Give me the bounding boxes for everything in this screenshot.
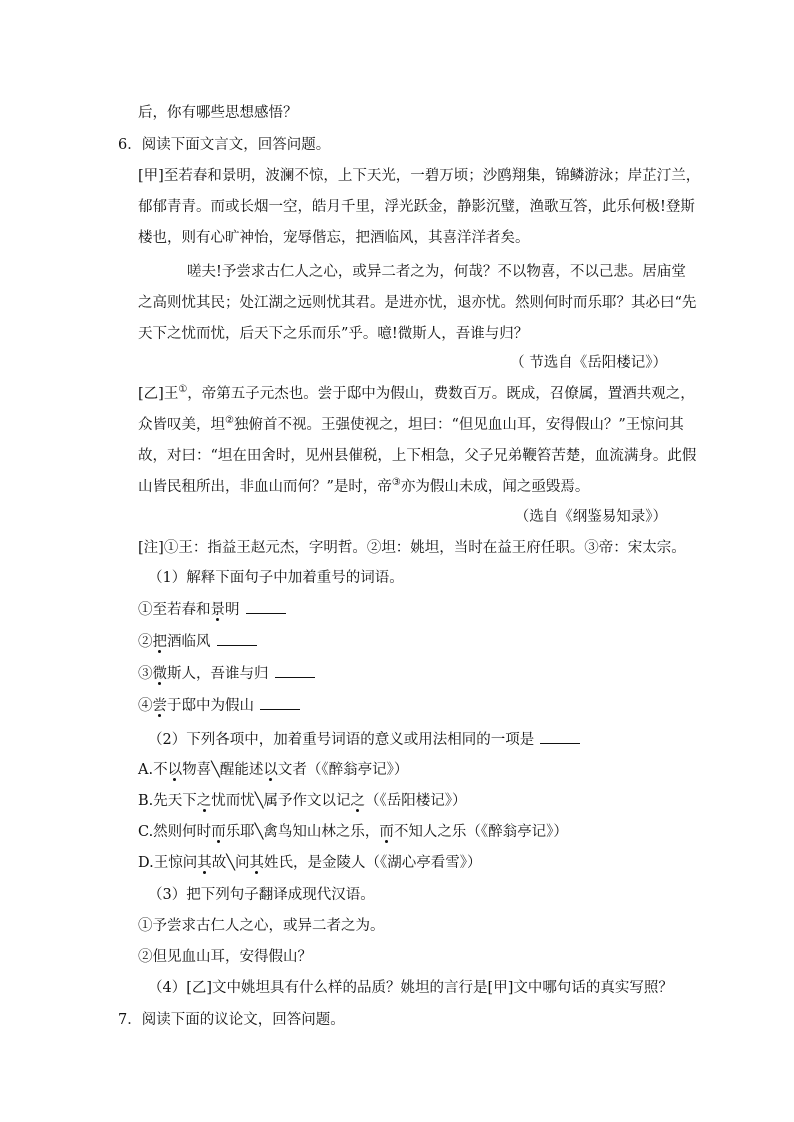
- text: 物喜╲醒能述: [182, 762, 264, 778]
- text: 天下之忧而忧，后天下之乐而乐”乎。噫!微斯人，吾谁与归？: [138, 326, 529, 342]
- emphasized-word: 以: [167, 762, 183, 778]
- text: 酒临风: [167, 634, 211, 650]
- text: 斯人，吾谁与归: [167, 666, 269, 682]
- text: [注]①王：指益王赵元杰，字明哲。②坦：姚坦，当时在益王府任职。③帝：宋太宗。: [138, 540, 686, 556]
- text: 之高则忧其民；处江湖之远则忧其君。是进亦忧，退亦忧。然则何时而乐耶？其必曰“先: [138, 295, 697, 311]
- sub-question-4: [148, 978, 673, 998]
- text: D.王惊问: [138, 855, 198, 871]
- annotation-note: [138, 538, 686, 558]
- item-1: [138, 599, 286, 620]
- text: （3）把下列句子翻译成现代汉语。: [148, 887, 375, 903]
- translation-item: [138, 916, 385, 936]
- option-b: [138, 791, 467, 811]
- text: ③: [138, 666, 153, 682]
- text: （4）[乙]文中姚坦具有什么样的品质？姚坦的言行是[甲]文中哪句话的真实写照？: [148, 980, 673, 996]
- item-4: [138, 695, 300, 716]
- emphasized-word: 其: [197, 855, 212, 871]
- passage-jia-line: [138, 166, 700, 186]
- answer-blank[interactable]: [540, 729, 580, 744]
- item-3: [138, 663, 315, 684]
- text: 忧而忧╲属予作文以记: [211, 793, 351, 809]
- text-line: [138, 103, 298, 123]
- text: ，帝第五子元杰也。尝于邸中为假山，费数百万。既成，召僚属，置酒共观之，: [187, 386, 695, 402]
- answer-blank[interactable]: [275, 663, 315, 678]
- source-citation: [515, 507, 667, 527]
- text: 嗟夫!予尝求古仁人之心，或异二者之为，何哉？不以物喜，不以己悲。居庙堂: [187, 264, 686, 280]
- text: 文者（《醉翁亭记》）: [277, 762, 409, 778]
- text: 7．阅读下面的议论文，回答问题。: [118, 1012, 345, 1028]
- text: 独俯首不视。王强使视之，坦曰：“但见血山耳，安得假山？”王惊问其: [233, 417, 684, 433]
- question-7-heading: [118, 1010, 345, 1030]
- text: 郁郁青青。而或长烟一空，皓月千里，浮光跃金，静影沉璧，渔歌互答，此乐何极!登斯: [138, 199, 695, 215]
- text: （1）解释下面句子中加着重号的词语。: [148, 570, 404, 586]
- emphasized-word: 把: [152, 634, 167, 650]
- emphasized-word: 而: [211, 824, 226, 840]
- emphasized-word: 而: [379, 824, 394, 840]
- text: ②但见血山耳，安得假山？: [138, 949, 312, 965]
- passage-yi-line: [138, 384, 695, 404]
- passage-yi-line: [138, 477, 589, 497]
- text: B.先天下: [138, 793, 197, 809]
- text: 众皆叹美，坦: [138, 417, 225, 433]
- option-a: [138, 760, 408, 780]
- note-marker: ②: [225, 415, 234, 427]
- passage-yi-line: [138, 446, 696, 466]
- emphasized-word: 之: [196, 793, 212, 809]
- passage-jia-line: [138, 197, 695, 217]
- text: 后，你有哪些思想感悟？: [138, 105, 298, 121]
- text: C.然则何时: [138, 824, 212, 840]
- emphasized-word: 以: [263, 762, 278, 778]
- text: 故╲问: [211, 855, 250, 871]
- passage-jia-line: [138, 324, 528, 344]
- text: 山皆民租所出，非血山而何？”是时，帝: [138, 479, 392, 495]
- passage-yi-line: [138, 415, 684, 435]
- question-6-heading: [118, 135, 330, 155]
- text: ①至若春和: [138, 602, 211, 618]
- text: 楼也，则有心旷神怡，宠辱偕忘，把酒临风，其喜洋洋者矣。: [138, 230, 530, 246]
- sub-question-2: [148, 729, 580, 750]
- text: 故，对曰：“坦在田舍时，见州县催税，上下相急，父子兄弟鞭笞苦楚，血流满身。此假: [138, 448, 697, 464]
- source-citation: [510, 353, 667, 373]
- text: 6．阅读下面文言文，回答问题。: [118, 137, 331, 153]
- text: 乐耶╲禽鸟知山林之乐，: [225, 824, 380, 840]
- text: A.不: [138, 762, 168, 778]
- answer-blank[interactable]: [246, 599, 286, 614]
- emphasized-word: 景: [210, 602, 225, 618]
- option-c: [138, 822, 568, 842]
- text: 明: [225, 602, 240, 618]
- text: 于邸中为假山: [167, 698, 254, 714]
- text: （ 节选自《岳阳楼记》）: [510, 355, 667, 371]
- answer-blank[interactable]: [217, 631, 257, 646]
- sub-question-1: [148, 568, 404, 588]
- passage-jia-line: [138, 228, 530, 248]
- emphasized-word: 尝: [152, 698, 167, 714]
- passage-jia-line: [138, 293, 696, 313]
- emphasized-word: 之: [350, 793, 365, 809]
- emphasized-word: 其: [249, 855, 264, 871]
- item-2: [138, 631, 257, 652]
- passage-jia-line: [187, 262, 686, 282]
- text: （2）下列各项中，加着重号词语的意义或用法相同的一项是: [148, 732, 535, 748]
- text: ②: [138, 634, 153, 650]
- text: （选自《纲鉴易知录》）: [514, 509, 667, 525]
- emphasized-word: 微: [152, 666, 167, 682]
- text: 不知人之乐（《醉翁亭记》）: [393, 824, 568, 840]
- note-marker: ①: [178, 384, 188, 396]
- text: 姓氏，是金陵人（《湖心亭看雪》）: [263, 855, 482, 871]
- answer-blank[interactable]: [260, 695, 300, 710]
- sub-question-3: [148, 885, 375, 905]
- text: [乙]王: [138, 386, 179, 402]
- text: ①予尝求古仁人之心，或异二者之为。: [138, 918, 385, 934]
- text: ④: [138, 698, 153, 714]
- text: [甲]至若春和景明，波澜不惊，上下天光，一碧万顷；沙鸥翔集，锦鳞游泳；岸芷汀兰，: [138, 168, 701, 184]
- text: （《岳阳楼记》）: [365, 793, 467, 809]
- translation-item: [138, 947, 312, 967]
- note-marker: ③: [391, 477, 401, 489]
- text: 亦为假山未成，闻之亟毁焉。: [400, 479, 590, 495]
- option-d: [138, 853, 481, 873]
